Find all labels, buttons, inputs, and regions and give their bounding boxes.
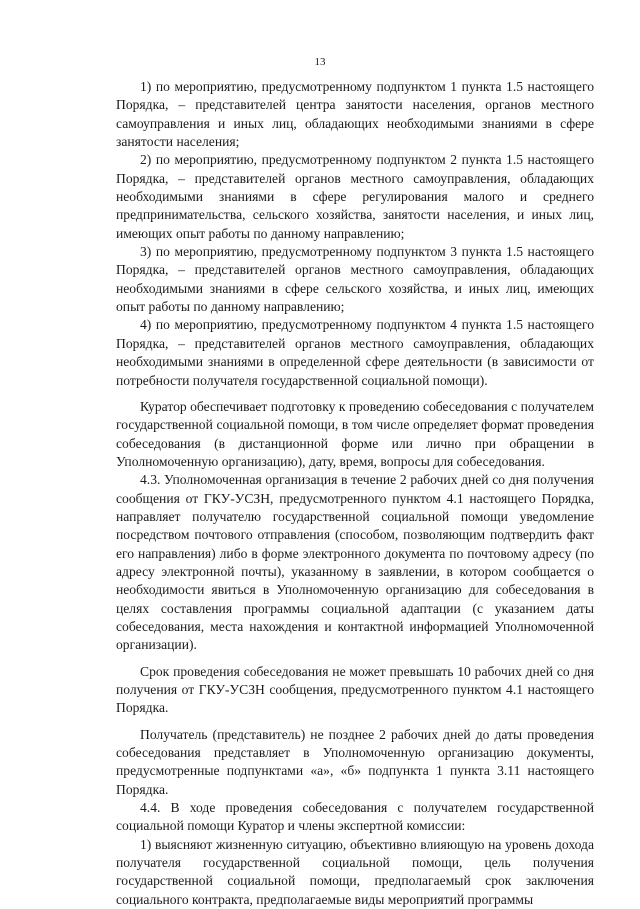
document-body — [116, 78, 594, 909]
paragraph-4-4: 4.4. В ходе проведения собеседования с получателем государственной социальной помощи Куратор и члены экспертной комиссии: — [116, 800, 594, 834]
paragraph-interview-deadline: Срок проведения собеседования не может превышать 10 рабочих дней со дня получения от ГКУ-УСЗН сообщения, предусмотренного пунктом 4.1 настоящего Порядка. — [116, 663, 594, 716]
page-number: 13 — [314, 56, 326, 68]
paragraph-4-4-item-1: 1) выясняют жизненную ситуацию, объективно влияющую на уровень дохода получателя государственной социальной помощи, цель получения государственной социальной помощи, предполагаемый срок заключения социального контракта, предполагаемые виды мероприятий программы — [116, 836, 594, 907]
paragraph-item-3: 3) по мероприятию, предусмотренному подпунктом 3 пункта 1.5 настоящего Порядка, – представителей органов местного самоуправления, обладающих необходимыми знаниями в сфере сельского хозяйства, и иных лиц, имеющих опыт работы по данному направлению; — [116, 244, 594, 315]
paragraph-item-2: 2) по мероприятию, предусмотренному подпунктом 2 пункта 1.5 настоящего Порядка, – представителей органов местного самоуправления, обладающих необходимыми знаниями в сфере регулирования малого и среднего предпринимательства, сельского хозяйства, занятости населения, и иных лиц, имеющих опыт работы по данному направлению; — [116, 152, 594, 241]
paragraph-recipient-documents: Получатель (представитель) не позднее 2 рабочих дней до даты проведения собеседования представляет в Уполномоченную организацию документы, предусмотренные подпунктами «а», «б» подпункта 1 пункта 3.11 настоящего Порядка. — [116, 726, 594, 797]
paragraph-4-3: 4.3. Уполномоченная организация в течение 2 рабочих дней со дня получения сообщения от ГКУ-УСЗН, предусмотренного пунктом 4.1 настоящего Порядка, направляет получателю государственной социальной помощи уведомление посредством почтового отправления (способом, позволяющим подтвердить факт его направления) либо в форме электронного документа по почтовому адресу (по адресу электронной почты), указанному в заявлении, в котором сообщается о необходимости явиться в Уполномоченную организацию для собеседования в целях составления программы социальной адаптации (с указанием даты собеседования, места нахождения и контактной информацией Уполномоченной организации). — [116, 472, 594, 653]
paragraph-item-1: 1) по мероприятию, предусмотренному подпунктом 1 пункта 1.5 настоящего Порядка, – представителей центра занятости населения, органов местного самоуправления и иных лиц, обладающих необходимыми знаниями в сфере занятости населения; — [116, 79, 594, 150]
paragraph-curator: Куратор обеспечивает подготовку к проведению собеседования с получателем государственной социальной помощи, в том числе определяет формат проведения собеседования (в дистанционной форме или лично при обращении в Уполномоченную организацию), дату, время, вопросы для собеседования. — [116, 398, 594, 469]
paragraph-item-4: 4) по мероприятию, предусмотренному подпунктом 4 пункта 1.5 настоящего Порядка, – представителей органов местного самоуправления, обладающих необходимыми знаниями в определенной сфере деятельности (в зависимости от потребности получателя государственной социальной помощи). — [116, 317, 594, 388]
